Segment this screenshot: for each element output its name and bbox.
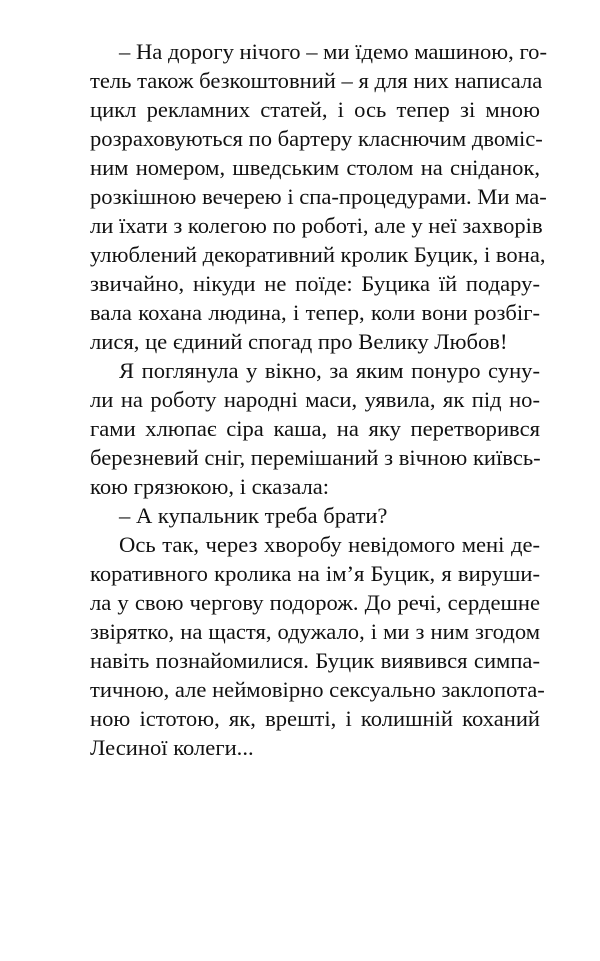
text-line: розраховуються по бартеру класнючим двоміс- [90, 126, 543, 151]
text-line: ним номером, шведським столом на сніданок, [90, 155, 540, 180]
text-line: – А купальник треба брати? [119, 503, 388, 528]
text-line: – На дорогу нічого – ми їдемо машиною, го- [119, 39, 547, 64]
text-line: вала кохана людина, і тепер, коли вони розбіг- [90, 300, 540, 325]
text-line: ною істотою, як, врешті, і колишній коханий [90, 706, 540, 731]
text-line: тичною, але неймовірно сексуально заклопота- [90, 677, 545, 702]
text-line: ли їхати з колегою по роботі, але у неї захворів [90, 213, 543, 238]
text-line: Я поглянула у вікно, за яким понуро суну- [119, 358, 540, 383]
text-line: навіть познайомилися. Буцик виявився симпа- [90, 648, 540, 673]
text-line: тель також безкоштовний – я для них написала [90, 68, 543, 93]
text-line: звірятко, на щастя, одужало, і ми з ним згодом [90, 619, 540, 644]
text-line: Лесиної колеги... [90, 735, 254, 760]
text-line: улюблений декоративний кролик Буцик, і вона, [90, 242, 546, 267]
text-line: коративного кролика на ім’я Буцик, я вируши- [90, 561, 540, 586]
text-line: ла у свою чергову подорож. До речі, сердешне [90, 590, 540, 615]
book-page-text [90, 37, 547, 762]
text-line: ли на роботу народні маси, уявила, як під но- [90, 387, 540, 412]
text-line: лися, це єдиний спогад про Велику Любов! [90, 329, 508, 354]
text-line: цикл рекламних статей, і ось тепер зі мною [90, 97, 540, 122]
text-line: кою грязюкою, і сказала: [90, 474, 330, 499]
text-line: гами хлюпає сіра каша, на яку перетворився [90, 416, 540, 441]
text-line: звичайно, нікуди не поїде: Буцика їй подару- [90, 271, 540, 296]
text-line: розкішною вечерею і спа-процедурами. Ми ма- [90, 184, 547, 209]
text-line: березневий сніг, перемішаний з вічною київсь- [90, 445, 541, 470]
text-line: Ось так, через хворобу невідомого мені де- [119, 532, 540, 557]
